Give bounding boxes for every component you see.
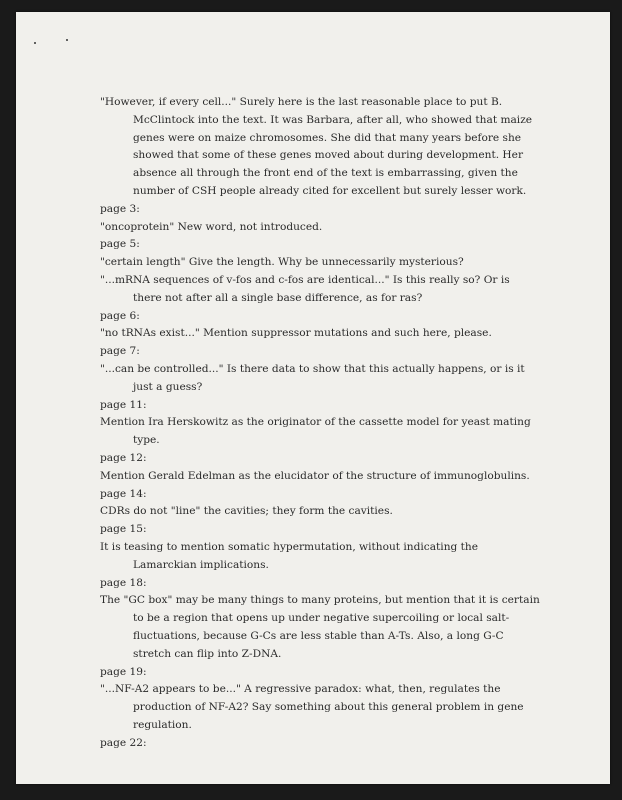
paper-speck	[66, 39, 68, 41]
page-reference: page 11:	[100, 398, 147, 411]
note-entry: Mention Gerald Edelman as the elucidator of the structure of immunoglobulins.	[100, 469, 530, 482]
note-entry: CDRs do not "line" the cavities; they form the cavities.	[100, 505, 393, 518]
note-entry: "oncoprotein" New word, not introduced.	[100, 220, 323, 233]
note-entry: Mention Ira Herskowitz as the originator of the cassette model for yeast mating type.	[100, 416, 531, 447]
note-entry: "However, if every cell..." Surely here is the last reasonable place to put B. McClintock into the text. It was Barbara, after all, who showed that maize genes were on maize chromosomes. She did that many years before she showed that some of these genes moved about during development. Her absence all through the front end of the text is embarrassing, given the number of CSH people already cited for excellent but surely lesser work.	[100, 96, 533, 197]
paper-speck	[34, 42, 36, 44]
page-reference: page 12:	[100, 451, 147, 464]
note-entry: "certain length" Give the length. Why be unnecessarily mysterious?	[100, 256, 464, 269]
page-reference: page 22:	[100, 736, 147, 749]
page-reference: page 18:	[100, 576, 147, 589]
page-reference: page 5:	[100, 238, 140, 251]
page-reference: page 15:	[100, 523, 147, 536]
note-entry: It is teasing to mention somatic hypermutation, without indicating the Lamarckian implications.	[100, 540, 479, 571]
page-reference: page 7:	[100, 345, 140, 358]
note-entry: "...can be controlled..." Is there data to show that this actually happens, or is it just a guess?	[100, 362, 525, 393]
note-entry: The "GC box" may be many things to many proteins, but mention that it is certain to be a region that opens up under negative supercoiling or local salt-fluctuations, because G-Cs are less stable than A-Ts. Also, a long G-C stretch can flip into Z-DNA.	[100, 594, 540, 660]
page-reference: page 6:	[100, 309, 140, 322]
review-notes	[100, 94, 540, 752]
page-reference: page 14:	[100, 487, 147, 500]
note-entry: "no tRNAs exist..." Mention suppressor mutations and such here, please.	[100, 327, 492, 340]
page-reference: page 19:	[100, 665, 147, 678]
paper-page	[16, 12, 610, 784]
page-reference: page 3:	[100, 202, 140, 215]
note-entry: "...NF-A2 appears to be..." A regressive paradox: what, then, regulates the production of NF-A2? Say something about this general problem in gene regulation.	[100, 683, 524, 731]
note-entry: "...mRNA sequences of v-fos and c-fos are identical..." Is this really so? Or is there not after all a single base difference, as for ras?	[100, 273, 510, 304]
